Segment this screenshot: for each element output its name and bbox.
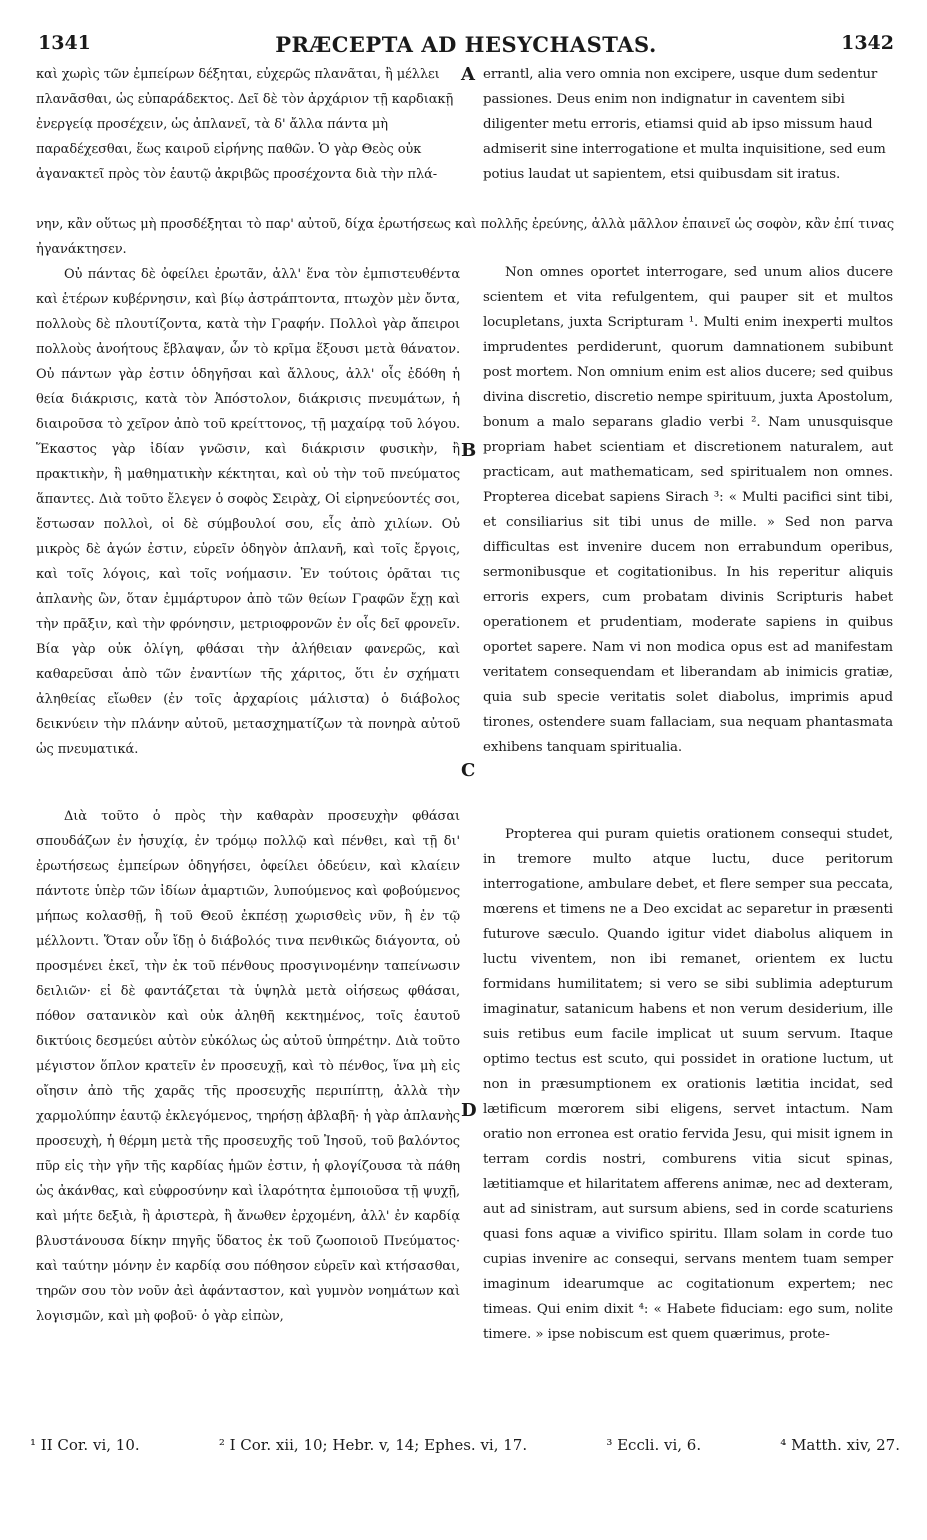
greek-continuation-line: νην, κἂν οὕτως μὴ προσδέξηται τὸ παρ' αὐτοῦ, δίχα ἐρωτήσεως καὶ πολλῆς ἐρεύνης, ἀλλὰ μᾶλλον ἐπαινεῖ ὡς σοφὸν, κἂν ἐπί τινας ἠγανάκτησεν. (36, 217, 895, 257)
column-marker-d: D (461, 1100, 477, 1121)
column-marker-a: A (461, 64, 475, 85)
latin-paragraph-1: Non omnes oportet interrogare, sed unum alios ducere scientem et vita refulgentem, qui pauper sit et multos locupletans, juxta Scripturam ¹. Multi enim inexperti multos imprudentes perdiderunt, quorum damnationem subibunt post mortem. Non omnium enim est alios ducere; sed quibus divina discretio, discretio nempe spirituum, juxta Apostolum, bonum a malo separans gladio verbi ². Nam unusquisque propriam habet scientiam et discretionem naturalem, aut practicam, aut mathematicam, sed spiritualem non omnes. Propterea dicebat sapiens Sirach ³: « Multi pacifici sint tibi, et consiliarius sit tibi unus de mille. » Sed non parva difficultas est invenire ducem non errabundum operibus, sermonibusque et cogitationibus. In his reperitur aliquis erroris expers, cum probatam divinis Scripturis habet operationem et prudentiam, moderate sapiens in quibus oportet sapere. Nam vi non modica opus est ad manifestam veritatem consequendam et liberandam ab inimicis gratiæ, quia sub specie veritatis solet diabolus, imprimis apud tirones, ostendere suam fallaciam, sua nequam phantasmata exhibens tanquam spiritualia. (483, 265, 893, 755)
footnote-3: ³ Eccli. vi, 6. (606, 1436, 702, 1454)
greek-column-top: καὶ χωρὶς τῶν ἐμπείρων δέξηται, εὐχερῶς πλανᾶται, ἢ μέλλει πλανᾶσθαι, ὡς εὐπαράδεκτος. Δεῖ δὲ τὸν ἀρχάριον τῇ καρδιακῇ ἐνεργείᾳ προσέχειν, ὡς ἀπλανεῖ, τὰ δ' ἄλλα πάντα μὴ παραδέχεσθαι, ἕως καιροῦ εἰρήνης παθῶν. Ὁ γὰρ Θεὸς οὐκ ἀγανακτεῖ πρὸς τὸν ἑαυτῷ ἀκριβῶς προσέχοντα διὰ τὴν πλά- (36, 67, 454, 182)
greek-paragraph-1: Οὐ πάντας δὲ ὀφείλει ἐρωτᾶν, ἀλλ' ἕνα τὸν ἐμπιστευθέντα καὶ ἑτέρων κυβέρνησιν, καὶ βίῳ ἀστράπτοντα, πτωχὸν μὲν ὄντα, πολλοὺς δὲ πλουτίζοντα, κατὰ τὴν Γραφήν. Πολλοὶ γὰρ ἄπειροι πολλοὺς ἀνοήτους ἔβλαψαν, ὧν τὸ κρῖμα ἕξουσι μετὰ θάνατον. Οὐ πάντων γὰρ ἐστιν ὁδηγῆσαι καὶ ἄλλους, ἀλλ' οἷς ἐδόθη ἡ θεία διάκρισις, κατὰ τὸν Ἀπόστολον, διάκρισις πνευμάτων, ἡ διαιροῦσα τὸ χεῖρον ἀπὸ τοῦ κρείττονος, τῇ μαχαίρᾳ τοῦ λόγου. Ἕκαστος γὰρ ἰδίαν γνῶσιν, καὶ διάκρισιν φυσικὴν, ἢ πρακτικὴν, ἢ μαθηματικὴν κέκτηται, καὶ οὐ τὴν τοῦ πνεύματος ἅπαντες. Διὰ τοῦτο ἔλεγεν ὁ σοφὸς Σειρὰχ, Οἱ εἰρηνεύοντές σοι, ἔστωσαν πολλοὶ, οἱ δὲ σύμβουλοί σου, εἷς ἀπὸ χιλίων. Οὐ μικρὸς δὲ ἀγών ἐστιν, εὑρεῖν ὁδηγὸν ἀπλανῆ, καὶ τοῖς ἔργοις, καὶ τοῖς λόγοις, καὶ τοῖς νοήμασιν. Ἐν τούτοις ὁρᾶται τις ἀπλανὴς ὢν, ὅταν ἐμμάρτυρον ἀπὸ τῶν θείων Γραφῶν ἔχῃ καὶ τὴν πρᾶξιν, καὶ τὴν φρόνησιν, μετριοφρονῶν ἐν οἷς δεῖ φρονεῖν. Βία γὰρ οὐκ ὀλίγη, φθάσαι τὴν ἀλήθειαν φανερῶς, καὶ καθαρεῦσαι ἀπὸ τῶν ἐναντίων τῆς χάριτος, ὅτι ἐν σχήματι ἀληθείας εἴωθεν (ἐν τοῖς ἀρχαρίοις μάλιστα) ὁ διάβολος δεικνύειν τὴν πλάνην αὐτοῦ, μετασχηματίζων τὰ πονηρὰ αὐτοῦ ὡς πνευματικά. (36, 267, 460, 757)
footnotes (30, 1436, 900, 1462)
latin-column-top: errantl, alia vero omnia non excipere, usque dum sedentur passiones. Deus enim non indignatur in caventem sibi diligenter metu erroris, etiamsi quid ab ipso missum haud admiserit sine interrogatione et multa inquisitione, sed eum potius laudat ut sapientem, etsi quibusdam sit iratus. (483, 67, 886, 182)
column-marker-b: B (461, 440, 477, 461)
footnote-2: ² I Cor. xii, 10; Hebr. v, 14; Ephes. vi, 17. (218, 1436, 528, 1454)
running-title: PRÆCEPTA AD HESYCHASTAS. (275, 32, 657, 57)
page-number-right: 1342 (841, 32, 894, 54)
latin-paragraph-2: Propterea qui puram quietis orationem consequi studet, in tremore multo atque luctu, duce peritorum interrogatione, ambulare debet, et flere semper sua peccata, mœrens et timens ne a Deo excidat ac separetur in præsenti futurove sæculo. Quando igitur videt diabolus aliquem in luctu viventem, non ibi remanet, orientem ex luctu formidans humilitatem; si vero se sibi sublimia adepturum imaginatur, satanicum habens et non verum desiderium, ille suis retibus eum facile implicat ut suum servum. Itaque optimo tectus est scuto, qui possidet in oratione luctum, ut non in præsumptionem ex orationis lætitia incidat, sed lætificum mœrorem sibi eligens, servet intactum. Nam oratio non erronea est oratio fervida Jesu, qui misit ignem in terram cordis nostri, comburens vitia sicut spinas, lætitiamque et hilaritatem afferens animæ, nec ad dexteram, aut ad sinistram, aut sursum abiens, sed in corde scaturiens quasi fons aquæ a vivifico spiritu. Illam solam in corde tuo cupias invenire ac consequi, servans mentem tuam semper imaginum idearumque ac cogitationum expertem; nec timeas. Qui enim dixit ⁴: « Habete fiduciam: ego sum, nolite timere. » ipse nobiscum est quem quærimus, prote- (483, 827, 893, 1342)
page-number-left: 1341 (38, 32, 91, 54)
footnote-4: ⁴ Matth. xiv, 27. (780, 1436, 900, 1454)
column-marker-c: C (461, 760, 476, 781)
greek-paragraph-2: Διὰ τοῦτο ὁ πρὸς τὴν καθαρὰν προσευχὴν φθάσαι σπουδάζων ἐν ἡσυχίᾳ, ἐν τρόμῳ πολλῷ καὶ πένθει, καὶ τῇ δι' ἐρωτήσεως ἐμπείρων ὁδηγήσει, ὀφείλει ὁδεύειν, καὶ κλαίειν πάντοτε ὑπὲρ τῶν ἰδίων ἁμαρτιῶν, λυπούμενος καὶ φοβούμενος μήπως κολασθῇ, ἢ τοῦ Θεοῦ ἐκπέσῃ χωρισθεὶς νῦν, ἢ ἐν τῷ μέλλοντι. Ὅταν οὖν ἴδῃ ὁ διάβολός τινα πενθικῶς διάγοντα, οὐ προσμένει ἐκεῖ, τὴν ἐκ τοῦ πένθους προσγινομένην ταπείνωσιν δειλιῶν· εἰ δὲ φαντάζεται τὰ ὑψηλὰ μετὰ οἰήσεως φθάσαι, πόθον σατανικὸν καὶ οὐκ ἀληθῆ κεκτημένος, τοῖς ἑαυτοῦ δικτύοις δεσμεύει αὐτὸν εὐκόλως ὡς αὐτοῦ ὑπηρέτην. Διὰ τοῦτο μέγιστον ὅπλον κρατεῖν ἐν προσευχῇ, καὶ τὸ πένθος, ἵνα μὴ εἰς οἴησιν ἀπὸ τῆς χαρᾶς τῆς προσευχῆς περιπίπτῃ, ἀλλὰ τὴν χαρμολύπην ἑαυτῷ ἐκλεγόμενος, τηρήσῃ ἀβλαβῆ· ἡ γὰρ ἀπλανὴς προσευχὴ, ἡ θέρμη μετὰ τῆς προσευχῆς τοῦ Ἰησοῦ, τοῦ βαλόντος πῦρ εἰς τὴν γῆν τῆς καρδίας ἡμῶν ἐστιν, ἡ φλογίζουσα τὰ πάθη ὡς ἀκάνθας, καὶ εὐφροσύνην καὶ ἱλαρότητα ἐμποιοῦσα τῇ ψυχῇ, καὶ μήτε δεξιὰ, ἢ ἀριστερὰ, ἢ ἄνωθεν ἐρχομένη, ἀλλ' ἐν καρδίᾳ βλυστάνουσα δίκην πηγῆς ὕδατος ἐκ τοῦ ζωοποιοῦ Πνεύματος· καὶ ταύτην μόνην ἐν καρδίᾳ σου πόθησον εὑρεῖν καὶ κτήσασθαι, τηρῶν σου τὸν νοῦν ἀεὶ ἀφάνταστον, καὶ γυμνὸν νοημάτων καὶ λογισμῶν, καὶ μὴ φοβοῦ· ὁ γὰρ εἰπὼν, (36, 809, 460, 1324)
running-header (38, 32, 894, 62)
footnote-1: ¹ II Cor. vi, 10. (30, 1436, 140, 1454)
